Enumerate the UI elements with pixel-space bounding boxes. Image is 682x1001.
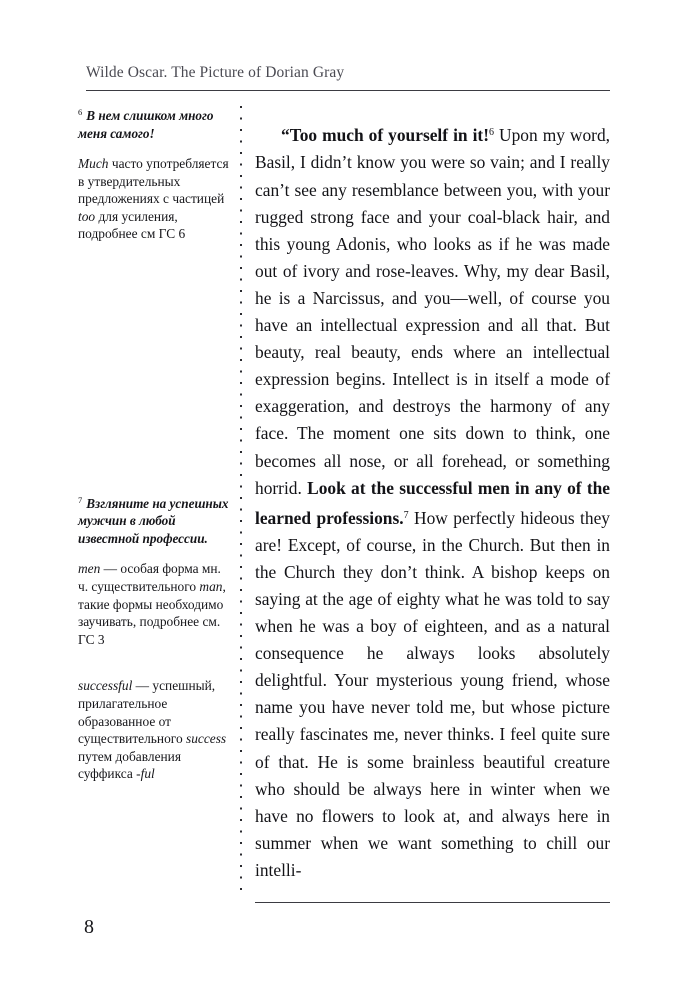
body-bold-second: Look at the successful men in any of the learned professions. — [255, 477, 610, 528]
margin-note-6-translation — [78, 104, 230, 142]
margin-gloss-successful — [78, 677, 230, 783]
margin-note-6-marker: 6 — [78, 107, 83, 117]
margin-note-7-translation-text: Взгляните на успешных мужчин в любой известной профессии. — [78, 495, 229, 546]
margin-gloss-much-text — [78, 155, 230, 243]
running-head: Wilde Oscar. The Picture of Dorian Gray — [86, 64, 345, 81]
margin-gloss-much — [78, 155, 230, 243]
body-paragraph — [255, 119, 610, 884]
margin-note-6 — [78, 104, 230, 142]
margin-gloss-successful-text — [78, 677, 230, 783]
footer-rule — [255, 902, 610, 903]
margin-note-6-translation-text: В нем слишком много меня самого! — [78, 108, 214, 141]
margin-note-7-marker: 7 — [78, 494, 83, 505]
footnote-marker-7: 7 — [403, 509, 409, 521]
gloss-men-part-2: , такие формы необходимо заучивать, подробнее см. ГС 3 — [78, 579, 226, 647]
gloss-much-part-1: часто употребляется в утвердительных предложениях с частицей — [78, 156, 229, 207]
gloss-term-success: success — [185, 731, 227, 747]
gloss-term-too: too — [78, 208, 96, 224]
gloss-term-much: Much — [78, 156, 109, 171]
gloss-men-part-1: — особая форма мн. ч. существительного — [78, 561, 221, 595]
gloss-term-successful: successful — [78, 678, 133, 694]
body-bold-opening: “Too much of yourself in it! — [281, 125, 490, 146]
gloss-suffix-ful: -ful — [136, 766, 155, 782]
footnote-marker-6: 6 — [489, 127, 495, 139]
margin-spacer-small — [78, 661, 230, 677]
gloss-successful-part-2: путем добавления суффикса — [78, 748, 182, 782]
gloss-successful-part-1: — успешный, прилагательное образованное от существительного — [78, 678, 216, 747]
margin-note-7-translation — [78, 492, 230, 548]
column-divider-dotted — [240, 106, 242, 890]
body-text-column — [255, 102, 610, 901]
page-number: 8 — [84, 916, 94, 938]
margin-notes-column — [78, 104, 230, 796]
header-rule — [86, 90, 610, 91]
margin-note-7 — [78, 492, 230, 548]
gloss-term-man: man — [199, 579, 223, 595]
body-text-part-1: Upon my word, Basil, I didn’t know you were so vain; and I really can’t see any resemblance between you, with your rugged strong face and your coal-black hair, and this young Adonis, who looks as if he was made out of ivory and rose-leaves. Why, my dear Basil, he is a Narcissus, and you—well, of course you have an intellectual expression and all that. But beauty, real beauty, ends where an intellectual expression begins. Intellect is in itself a mode of exaggeration, and destroys the harmony of any face. The moment one sits down to think, one becomes all nose, or all forehead, or something horrid. — [255, 125, 611, 498]
gloss-term-men: men — [78, 561, 101, 577]
margin-spacer — [78, 256, 230, 492]
margin-gloss-men — [78, 560, 230, 648]
margin-gloss-men-text — [78, 560, 230, 648]
gloss-much-part-2: для усиления, подробнее см ГС 6 — [78, 208, 186, 242]
body-text-part-2: How perfectly hideous they are! Except, of course, in the Church. But then in the Church they don’t think. A bishop keeps on saying at the age of eighty what he was told to say when he was a boy of eighteen, and as a natural consequence he always looks absolutely delightful. Your mysterious young friend, whose name you have never told me, but whose picture really fascinates me, never thinks. I feel quite sure of that. He is some brainless beautiful creature who should be always here in winter when we have no flowers to look at, and always here in summer when we want something to chill our intelli- — [255, 507, 610, 880]
